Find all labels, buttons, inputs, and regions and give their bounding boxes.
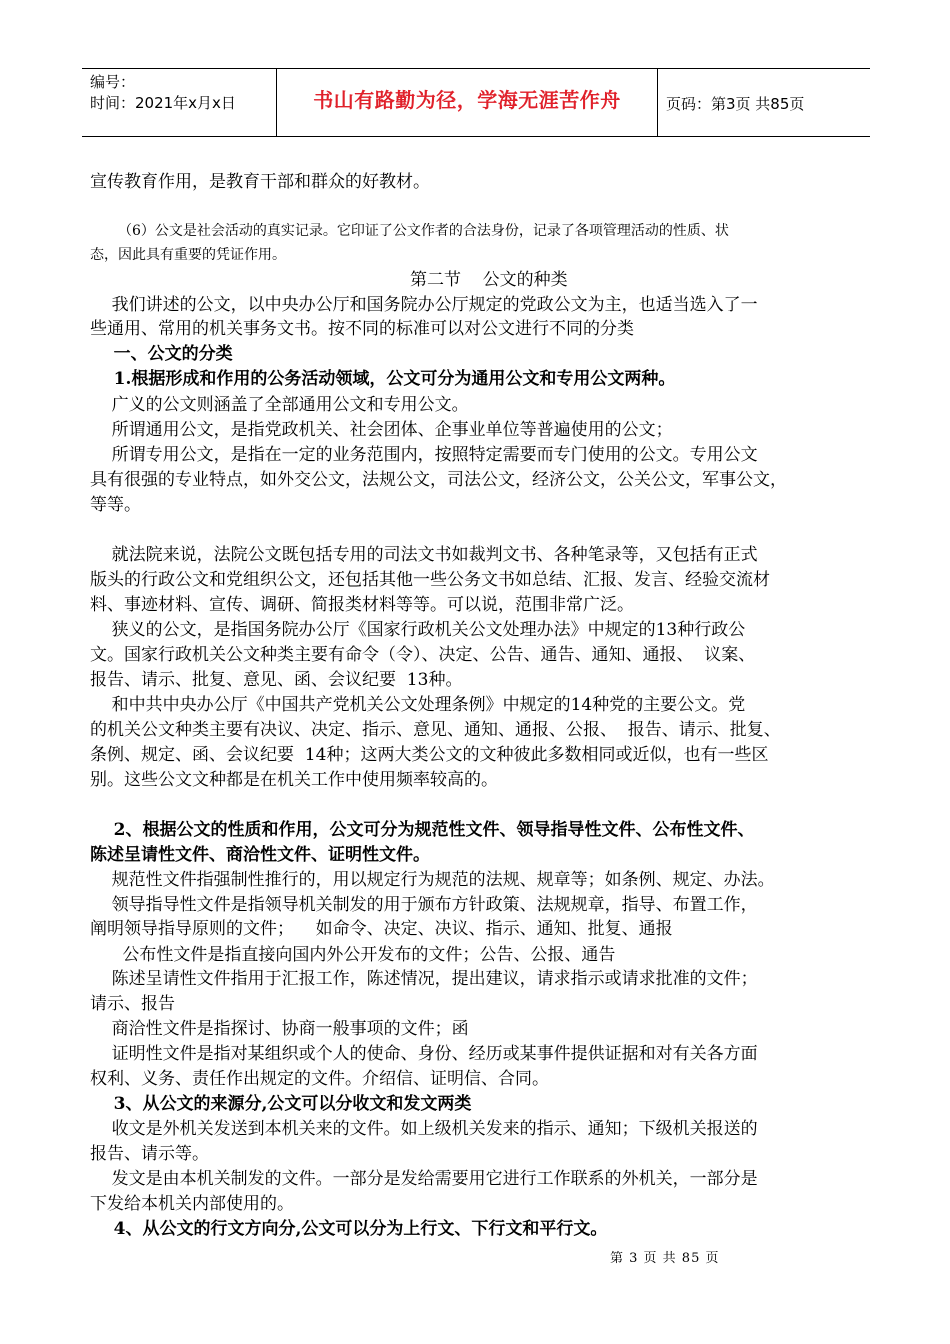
text-line: 陈述呈请性文件指用于汇报工作，陈述情况，提出建议，请求指示或请求批准的文件； (90, 969, 758, 989)
text-line: 我们讲述的公文，以中央办公厅和国务院办公厅规定的党政公文为主，也适当选入了一 (90, 295, 758, 315)
header-page-number: 页码：第3页 共85页 (666, 95, 805, 113)
header-divider-right (657, 68, 658, 136)
text-line: 商洽性文件是指探讨、协商一般事项的文件；函 (90, 1019, 469, 1039)
subheading: 4、从公文的行文方向分,公文可以分为上行文、下行文和平行文。 (90, 1219, 608, 1239)
text-line: 就法院来说，法院公文既包括专用的司法文书如裁判文书、各种笔录等，又包括有正式 (90, 545, 758, 565)
text-line: 别。这些公文文种都是在机关工作中使用频率较高的。 (90, 770, 498, 790)
header-top-rule (82, 68, 870, 69)
text-line: 所谓通用公文，是指党政机关、社会团体、企事业单位等普遍使用的公文； (90, 420, 673, 440)
subheading: 陈述呈请性文件、商洽性文件、证明性文件。 (90, 845, 430, 865)
text-line: 领导指导性文件是指领导机关制发的用于颁布方针政策、法规规章，指导、布置工作， (90, 895, 758, 915)
document-number-label: 编号： (90, 73, 136, 91)
subheading: 2、根据公文的性质和作用，公文可分为规范性文件、领导指导性文件、公布性文件、 (90, 820, 755, 840)
subheading: 一、公文的分类 (90, 344, 233, 364)
text-line: 证明性文件是指对某组织或个人的使命、身份、经历或某事件提供证据和对有关各方面 (90, 1044, 758, 1064)
text-line: 下发给本机关内部使用的。 (90, 1194, 294, 1214)
text-line: 和中共中央办公厅《中国共产党机关公文处理条例》中规定的14种党的主要公文。党 (90, 695, 746, 715)
text-line: 请示、报告 (90, 994, 175, 1014)
text-line: 权利、义务、责任作出规定的文件。介绍信、证明信、合同。 (90, 1069, 549, 1089)
text-line: 等等。 (90, 495, 141, 515)
text-line: 文。国家行政机关公文种类主要有命令（令）、决定、公告、通告、通知、通报、 议案、 (90, 645, 756, 665)
text-line: 些通用、常用的机关事务文书。按不同的标准可以对公文进行不同的分类 (90, 319, 634, 339)
text-line: 的机关公文种类主要有决议、决定、指示、意见、通知、通报、公报、 报告、请示、批复、 (90, 720, 781, 740)
text-line: 收文是外机关发送到本机关来的文件。如上级机关发来的指示、通知；下级机关报送的 (90, 1119, 758, 1139)
text-line: 料、事迹材料、宣传、调研、简报类材料等等。可以说，范围非常广泛。 (90, 595, 634, 615)
text-line: 报告、请示、批复、意见、函、会议纪要 13种。 (90, 670, 463, 690)
section-heading: 第二节 公文的种类 (410, 270, 568, 290)
header-meta (90, 72, 236, 114)
subheading: 3、从公文的来源分,公文可以分收文和发文两类 (90, 1094, 472, 1114)
subheading: 1.根据形成和作用的公务活动领域，公文可分为通用公文和专用公文两种。 (90, 369, 676, 389)
text-line: 报告、请示等。 (90, 1144, 209, 1164)
text-line: 发文是由本机关制发的文件。一部分是发给需要用它进行工作联系的外机关，一部分是 (90, 1169, 758, 1189)
text-line: 条例、规定、函、会议纪要 14种；这两大类公文的文种彼此多数相同或近似，也有一些区 (90, 745, 769, 765)
header-bottom-rule (82, 136, 870, 137)
page-footer: 第 3 页 共 85 页 (610, 1251, 720, 1266)
text-line: 态，因此具有重要的凭证作用。 (90, 247, 286, 263)
text-line: 版头的行政公文和党组织公文，还包括其他一些公务文书如总结、汇报、发言、经验交流材 (90, 570, 770, 590)
header-motto: 书山有路勤为径，学海无涯苦作舟 (313, 88, 621, 112)
text-line: 所谓专用公文，是指在一定的业务范围内，按照特定需要而专门使用的公文。专用公文 (90, 445, 758, 465)
text-line: 公布性文件是指直接向国内外公开发布的文件；公告、公报、通告 (90, 945, 616, 965)
text-line: 规范性文件指强制性推行的，用以规定行为规范的法规、规章等；如条例、规定、办法。 (90, 870, 775, 890)
text-line: 阐明领导指导原则的文件； 如命令、决定、决议、指示、通知、批复、通报 (90, 919, 673, 939)
text-line: 宣传教育作用，是教育干部和群众的好教材。 (90, 172, 430, 192)
text-line: （6）公文是社会活动的真实记录。它印证了公文作者的合法身份，记录了各项管理活动的性质、状 (118, 223, 729, 239)
text-line: 广义的公文则涵盖了全部通用公文和专用公文。 (90, 395, 469, 415)
header-divider-left (276, 68, 277, 136)
document-date-label: 时间：2021年x月x日 (90, 94, 236, 112)
text-line: 狭义的公文，是指国务院办公厅《国家行政机关公文处理办法》中规定的13种行政公 (90, 620, 746, 640)
text-line: 具有很强的专业特点，如外交公文，法规公文，司法公文，经济公文，公关公文，军事公文， (90, 470, 787, 490)
